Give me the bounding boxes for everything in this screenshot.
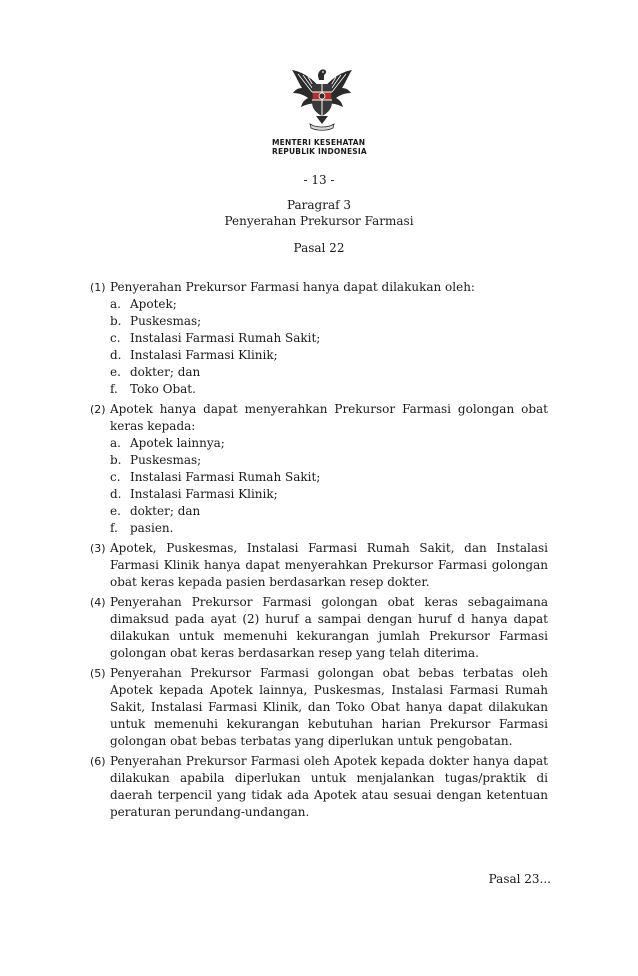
clause-item [90,540,548,591]
subitem-text: Apotek; [130,297,177,311]
subitem-text: Toko Obat. [130,382,196,396]
subitem-text: Instalasi Farmasi Rumah Sakit; [130,331,321,345]
clause-subitem [110,452,548,469]
subitem-text: pasien. [130,521,174,535]
subitem-text: dokter; dan [130,365,201,379]
clause-subitem [110,347,548,364]
subitem-letter: f. [110,382,118,396]
clause-subitem [110,503,548,520]
clause-subitem [110,520,548,537]
subitem-letter: d. [110,348,122,362]
clause-item [90,753,548,821]
agency-name [272,138,372,156]
paragraph-subtitle: Penyerahan Prekursor Farmasi [224,214,414,228]
clause-subitem [110,486,548,503]
article-heading: Pasal 22 [293,241,345,255]
clause-subitem [110,296,548,313]
clause-text: Penyerahan Prekursor Farmasi golongan obat keras sebagaimana dimaksud pada ayat (2) huruf a sampai dengan huruf d hanya dapat dilakukan untuk memenuhi kekurangan jumlah Prekursor Farmasi golongan obat keras berdasarkan resep yang telah diterima. [110,595,548,660]
subitem-text: Instalasi Farmasi Klinik; [130,348,278,362]
clause-text: Apotek hanya dapat menyerahkan Prekursor Farmasi golongan obat keras kepada: [110,402,548,433]
clause-number: (5) [90,667,106,680]
agency-line-2: REPUBLIK INDONESIA [272,147,367,156]
clause-list [90,279,548,824]
subitem-letter: a. [110,297,121,311]
clause-text: Penyerahan Prekursor Farmasi golongan obat bebas terbatas oleh Apotek kepada Apotek lainnya, Puskesmas, Instalasi Farmasi Rumah Sakit, Instalasi Farmasi Klinik, dan Toko Obat hanya dapat dilakukan untuk memenuhi kekurangan kebutuhan harian Prekursor Farmasi golongan obat bebas terbatas yang diperlukan untuk pengobatan. [110,666,548,748]
subitem-letter: e. [110,365,121,379]
clause-item [90,594,548,662]
subitem-letter: a. [110,436,121,450]
subitem-text: Puskesmas; [130,453,202,467]
subitem-letter: e. [110,504,121,518]
clause-number: (1) [90,281,106,294]
agency-line-1: MENTERI KESEHATAN [272,138,366,147]
clause-item [90,401,548,537]
subitem-text: Puskesmas; [130,314,202,328]
clause-number: (2) [90,403,106,416]
clause-subitem [110,313,548,330]
clause-subitem [110,381,548,398]
subitem-letter: d. [110,487,122,501]
clause-item [90,279,548,398]
clause-number: (4) [90,596,106,609]
subitem-text: Instalasi Farmasi Rumah Sakit; [130,470,321,484]
clause-subitem [110,469,548,486]
subitem-text: Apotek lainnya; [130,436,225,450]
subitem-text: Instalasi Farmasi Klinik; [130,487,278,501]
subitem-letter: c. [110,331,121,345]
clause-text: Apotek, Puskesmas, Instalasi Farmasi Rumah Sakit, dan Instalasi Farmasi Klinik hanya dapat menyerahkan Prekursor Farmasi golongan obat keras kepada pasien berdasarkan resep dokter. [110,541,548,589]
paragraph-title: Paragraf 3 [286,198,352,212]
subitem-letter: f. [110,521,118,535]
clause-number: (3) [90,542,106,555]
next-page-reference: Pasal 23... [488,872,551,886]
clause-text: Penyerahan Prekursor Farmasi hanya dapat dilakukan oleh: [110,280,475,294]
garuda-emblem-icon [286,62,358,134]
subitem-text: dokter; dan [130,504,201,518]
subitem-letter: c. [110,470,121,484]
subitem-letter: b. [110,314,122,328]
clause-subitem [110,364,548,381]
page-number: - 13 - [303,173,335,187]
clause-text: Penyerahan Prekursor Farmasi oleh Apotek kepada dokter hanya dapat dilakukan apabila diperlukan untuk menjalankan tugas/praktik di daerah terpencil yang tidak ada Apotek atau sesuai dengan ketentuan peraturan perundang-undangan. [110,754,548,819]
clause-subitem [110,435,548,452]
clause-item [90,665,548,750]
clause-subitem [110,330,548,347]
subitem-letter: b. [110,453,122,467]
clause-number: (6) [90,755,106,768]
